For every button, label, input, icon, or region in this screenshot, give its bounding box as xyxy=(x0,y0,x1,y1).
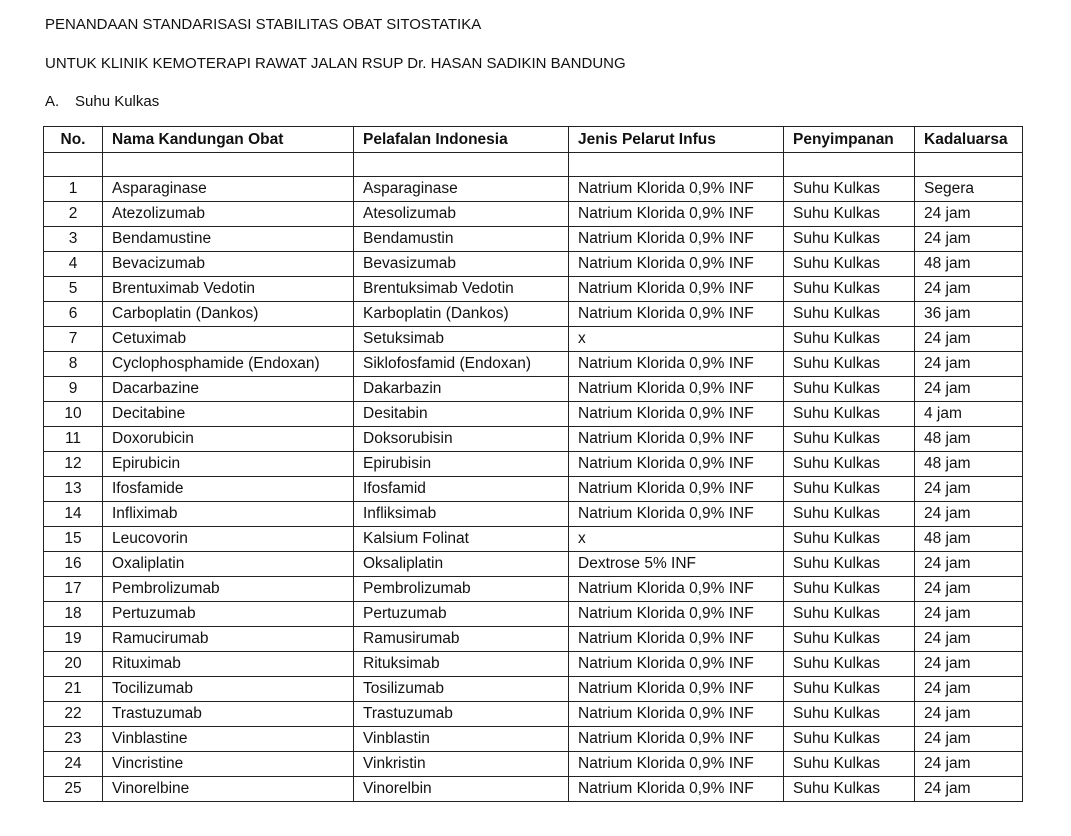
cell-drug-name: Infliximab xyxy=(103,502,354,527)
cell-indonesian-name: Bendamustin xyxy=(354,227,569,252)
table-row xyxy=(44,777,1023,802)
column-header-expiry: Kadaluarsa xyxy=(915,127,1023,153)
cell-indonesian-name: Infliksimab xyxy=(354,502,569,527)
cell-storage: Suhu Kulkas xyxy=(784,752,915,777)
cell-solvent: Natrium Klorida 0,9% INF xyxy=(569,677,784,702)
cell-indonesian-name: Atesolizumab xyxy=(354,202,569,227)
cell-storage: Suhu Kulkas xyxy=(784,652,915,677)
cell-indonesian-name: Tosilizumab xyxy=(354,677,569,702)
cell-solvent: Natrium Klorida 0,9% INF xyxy=(569,352,784,377)
cell-storage: Suhu Kulkas xyxy=(784,327,915,352)
table-row xyxy=(44,377,1023,402)
cell-indonesian-name: Pertuzumab xyxy=(354,602,569,627)
cell-indonesian-name: Rituksimab xyxy=(354,652,569,677)
cell-no: 21 xyxy=(44,677,103,702)
cell-drug-name: Asparaginase xyxy=(103,177,354,202)
table-row xyxy=(44,577,1023,602)
cell-storage: Suhu Kulkas xyxy=(784,227,915,252)
blank-cell xyxy=(915,153,1023,177)
table-row xyxy=(44,677,1023,702)
cell-solvent: Natrium Klorida 0,9% INF xyxy=(569,627,784,652)
table-row xyxy=(44,202,1023,227)
blank-cell xyxy=(103,153,354,177)
cell-expiry: 48 jam xyxy=(915,452,1023,477)
cell-storage: Suhu Kulkas xyxy=(784,552,915,577)
table-row xyxy=(44,427,1023,452)
cell-indonesian-name: Ifosfamid xyxy=(354,477,569,502)
cell-no: 18 xyxy=(44,602,103,627)
column-header-drug-name: Nama Kandungan Obat xyxy=(103,127,354,153)
cell-indonesian-name: Oksaliplatin xyxy=(354,552,569,577)
cell-solvent: x xyxy=(569,327,784,352)
cell-solvent: Natrium Klorida 0,9% INF xyxy=(569,452,784,477)
cell-no: 19 xyxy=(44,627,103,652)
cell-solvent: Natrium Klorida 0,9% INF xyxy=(569,427,784,452)
cell-indonesian-name: Asparaginase xyxy=(354,177,569,202)
column-header-no: No. xyxy=(44,127,103,153)
column-header-storage: Penyimpanan xyxy=(784,127,915,153)
cell-no: 2 xyxy=(44,202,103,227)
cell-solvent: Natrium Klorida 0,9% INF xyxy=(569,502,784,527)
cell-storage: Suhu Kulkas xyxy=(784,477,915,502)
cell-expiry: 24 jam xyxy=(915,702,1023,727)
cell-solvent: Natrium Klorida 0,9% INF xyxy=(569,402,784,427)
cell-no: 12 xyxy=(44,452,103,477)
cell-expiry: 24 jam xyxy=(915,377,1023,402)
table-row xyxy=(44,177,1023,202)
cell-expiry: 24 jam xyxy=(915,477,1023,502)
cell-indonesian-name: Dakarbazin xyxy=(354,377,569,402)
cell-indonesian-name: Pembrolizumab xyxy=(354,577,569,602)
cell-no: 5 xyxy=(44,277,103,302)
cell-storage: Suhu Kulkas xyxy=(784,377,915,402)
blank-row xyxy=(44,153,1023,177)
cell-storage: Suhu Kulkas xyxy=(784,777,915,802)
table-row xyxy=(44,552,1023,577)
cell-solvent: Natrium Klorida 0,9% INF xyxy=(569,777,784,802)
cell-expiry: 24 jam xyxy=(915,652,1023,677)
cell-no: 9 xyxy=(44,377,103,402)
blank-cell xyxy=(784,153,915,177)
table-row xyxy=(44,452,1023,477)
cell-no: 17 xyxy=(44,577,103,602)
cell-solvent: x xyxy=(569,527,784,552)
table-row xyxy=(44,252,1023,277)
cell-no: 7 xyxy=(44,327,103,352)
table-row xyxy=(44,627,1023,652)
cell-solvent: Natrium Klorida 0,9% INF xyxy=(569,727,784,752)
cell-storage: Suhu Kulkas xyxy=(784,352,915,377)
cell-expiry: 4 jam xyxy=(915,402,1023,427)
cell-drug-name: Vincristine xyxy=(103,752,354,777)
cell-indonesian-name: Vinkristin xyxy=(354,752,569,777)
cell-no: 20 xyxy=(44,652,103,677)
cell-drug-name: Epirubicin xyxy=(103,452,354,477)
cell-storage: Suhu Kulkas xyxy=(784,277,915,302)
cell-no: 6 xyxy=(44,302,103,327)
table-row xyxy=(44,602,1023,627)
cell-drug-name: Rituximab xyxy=(103,652,354,677)
cell-storage: Suhu Kulkas xyxy=(784,702,915,727)
table-row xyxy=(44,302,1023,327)
cell-solvent: Natrium Klorida 0,9% INF xyxy=(569,577,784,602)
blank-cell xyxy=(44,153,103,177)
cell-solvent: Natrium Klorida 0,9% INF xyxy=(569,302,784,327)
cell-storage: Suhu Kulkas xyxy=(784,427,915,452)
table-row xyxy=(44,702,1023,727)
column-header-indonesian-name: Pelafalan Indonesia xyxy=(354,127,569,153)
cell-drug-name: Tocilizumab xyxy=(103,677,354,702)
table-row xyxy=(44,752,1023,777)
cell-no: 1 xyxy=(44,177,103,202)
cell-expiry: 24 jam xyxy=(915,202,1023,227)
table-row xyxy=(44,727,1023,752)
cell-solvent: Natrium Klorida 0,9% INF xyxy=(569,252,784,277)
cell-expiry: 48 jam xyxy=(915,427,1023,452)
table-row xyxy=(44,327,1023,352)
cell-storage: Suhu Kulkas xyxy=(784,202,915,227)
cell-drug-name: Vinblastine xyxy=(103,727,354,752)
cell-solvent: Natrium Klorida 0,9% INF xyxy=(569,277,784,302)
cell-expiry: 24 jam xyxy=(915,627,1023,652)
cell-no: 14 xyxy=(44,502,103,527)
table-row xyxy=(44,502,1023,527)
cell-storage: Suhu Kulkas xyxy=(784,302,915,327)
cell-drug-name: Ramucirumab xyxy=(103,627,354,652)
cell-expiry: 24 jam xyxy=(915,327,1023,352)
cell-expiry: 24 jam xyxy=(915,752,1023,777)
cell-expiry: 24 jam xyxy=(915,552,1023,577)
cell-no: 13 xyxy=(44,477,103,502)
cell-expiry: Segera xyxy=(915,177,1023,202)
cell-no: 8 xyxy=(44,352,103,377)
cell-no: 24 xyxy=(44,752,103,777)
cell-storage: Suhu Kulkas xyxy=(784,627,915,652)
cell-drug-name: Cetuximab xyxy=(103,327,354,352)
cell-indonesian-name: Karboplatin (Dankos) xyxy=(354,302,569,327)
cell-solvent: Natrium Klorida 0,9% INF xyxy=(569,202,784,227)
section-heading xyxy=(45,93,159,110)
table-row xyxy=(44,527,1023,552)
table-row xyxy=(44,277,1023,302)
column-header-solvent: Jenis Pelarut Infus xyxy=(569,127,784,153)
cell-solvent: Natrium Klorida 0,9% INF xyxy=(569,477,784,502)
cell-drug-name: Doxorubicin xyxy=(103,427,354,452)
cell-indonesian-name: Bevasizumab xyxy=(354,252,569,277)
cell-solvent: Natrium Klorida 0,9% INF xyxy=(569,227,784,252)
cell-indonesian-name: Vinorelbin xyxy=(354,777,569,802)
cell-no: 23 xyxy=(44,727,103,752)
cell-drug-name: Pertuzumab xyxy=(103,602,354,627)
document-subtitle: UNTUK KLINIK KEMOTERAPI RAWAT JALAN RSUP Dr. HASAN SADIKIN BANDUNG xyxy=(45,55,626,72)
cell-indonesian-name: Vinblastin xyxy=(354,727,569,752)
cell-solvent: Natrium Klorida 0,9% INF xyxy=(569,177,784,202)
table-row xyxy=(44,402,1023,427)
cell-drug-name: Decitabine xyxy=(103,402,354,427)
cell-indonesian-name: Kalsium Folinat xyxy=(354,527,569,552)
cell-indonesian-name: Epirubisin xyxy=(354,452,569,477)
table-row xyxy=(44,227,1023,252)
cell-storage: Suhu Kulkas xyxy=(784,177,915,202)
cell-no: 15 xyxy=(44,527,103,552)
cell-indonesian-name: Siklofosfamid (Endoxan) xyxy=(354,352,569,377)
cell-expiry: 24 jam xyxy=(915,577,1023,602)
cell-no: 16 xyxy=(44,552,103,577)
cell-drug-name: Bevacizumab xyxy=(103,252,354,277)
cell-solvent: Natrium Klorida 0,9% INF xyxy=(569,702,784,727)
cell-indonesian-name: Setuksimab xyxy=(354,327,569,352)
cell-storage: Suhu Kulkas xyxy=(784,502,915,527)
table-row xyxy=(44,477,1023,502)
cell-expiry: 48 jam xyxy=(915,252,1023,277)
cell-drug-name: Trastuzumab xyxy=(103,702,354,727)
cell-drug-name: Atezolizumab xyxy=(103,202,354,227)
drug-stability-table xyxy=(43,126,1023,802)
cell-storage: Suhu Kulkas xyxy=(784,727,915,752)
cell-drug-name: Leucovorin xyxy=(103,527,354,552)
blank-cell xyxy=(569,153,784,177)
cell-expiry: 24 jam xyxy=(915,777,1023,802)
table-row xyxy=(44,652,1023,677)
cell-indonesian-name: Ramusirumab xyxy=(354,627,569,652)
cell-storage: Suhu Kulkas xyxy=(784,402,915,427)
table-header-row xyxy=(44,127,1023,153)
section-label: Suhu Kulkas xyxy=(75,93,160,110)
cell-drug-name: Brentuximab Vedotin xyxy=(103,277,354,302)
blank-cell xyxy=(354,153,569,177)
cell-indonesian-name: Desitabin xyxy=(354,402,569,427)
cell-storage: Suhu Kulkas xyxy=(784,252,915,277)
section-letter: A. xyxy=(45,93,60,110)
cell-indonesian-name: Trastuzumab xyxy=(354,702,569,727)
document-title: PENANDAAN STANDARISASI STABILITAS OBAT SITOSTATIKA xyxy=(45,16,482,33)
cell-storage: Suhu Kulkas xyxy=(784,527,915,552)
cell-expiry: 24 jam xyxy=(915,727,1023,752)
cell-no: 11 xyxy=(44,427,103,452)
cell-expiry: 48 jam xyxy=(915,527,1023,552)
cell-no: 10 xyxy=(44,402,103,427)
cell-drug-name: Cyclophosphamide (Endoxan) xyxy=(103,352,354,377)
cell-storage: Suhu Kulkas xyxy=(784,577,915,602)
cell-solvent: Natrium Klorida 0,9% INF xyxy=(569,752,784,777)
cell-drug-name: Dacarbazine xyxy=(103,377,354,402)
cell-drug-name: Bendamustine xyxy=(103,227,354,252)
cell-no: 22 xyxy=(44,702,103,727)
cell-solvent: Natrium Klorida 0,9% INF xyxy=(569,377,784,402)
cell-indonesian-name: Doksorubisin xyxy=(354,427,569,452)
cell-expiry: 24 jam xyxy=(915,277,1023,302)
cell-storage: Suhu Kulkas xyxy=(784,452,915,477)
cell-storage: Suhu Kulkas xyxy=(784,602,915,627)
cell-indonesian-name: Brentuksimab Vedotin xyxy=(354,277,569,302)
cell-drug-name: Oxaliplatin xyxy=(103,552,354,577)
cell-expiry: 24 jam xyxy=(915,677,1023,702)
cell-expiry: 24 jam xyxy=(915,352,1023,377)
cell-storage: Suhu Kulkas xyxy=(784,677,915,702)
cell-expiry: 24 jam xyxy=(915,227,1023,252)
cell-solvent: Dextrose 5% INF xyxy=(569,552,784,577)
cell-drug-name: Ifosfamide xyxy=(103,477,354,502)
cell-expiry: 24 jam xyxy=(915,602,1023,627)
cell-solvent: Natrium Klorida 0,9% INF xyxy=(569,652,784,677)
cell-drug-name: Pembrolizumab xyxy=(103,577,354,602)
table-row xyxy=(44,352,1023,377)
cell-drug-name: Carboplatin (Dankos) xyxy=(103,302,354,327)
cell-expiry: 24 jam xyxy=(915,502,1023,527)
cell-solvent: Natrium Klorida 0,9% INF xyxy=(569,602,784,627)
cell-expiry: 36 jam xyxy=(915,302,1023,327)
cell-no: 3 xyxy=(44,227,103,252)
cell-no: 4 xyxy=(44,252,103,277)
cell-no: 25 xyxy=(44,777,103,802)
cell-drug-name: Vinorelbine xyxy=(103,777,354,802)
